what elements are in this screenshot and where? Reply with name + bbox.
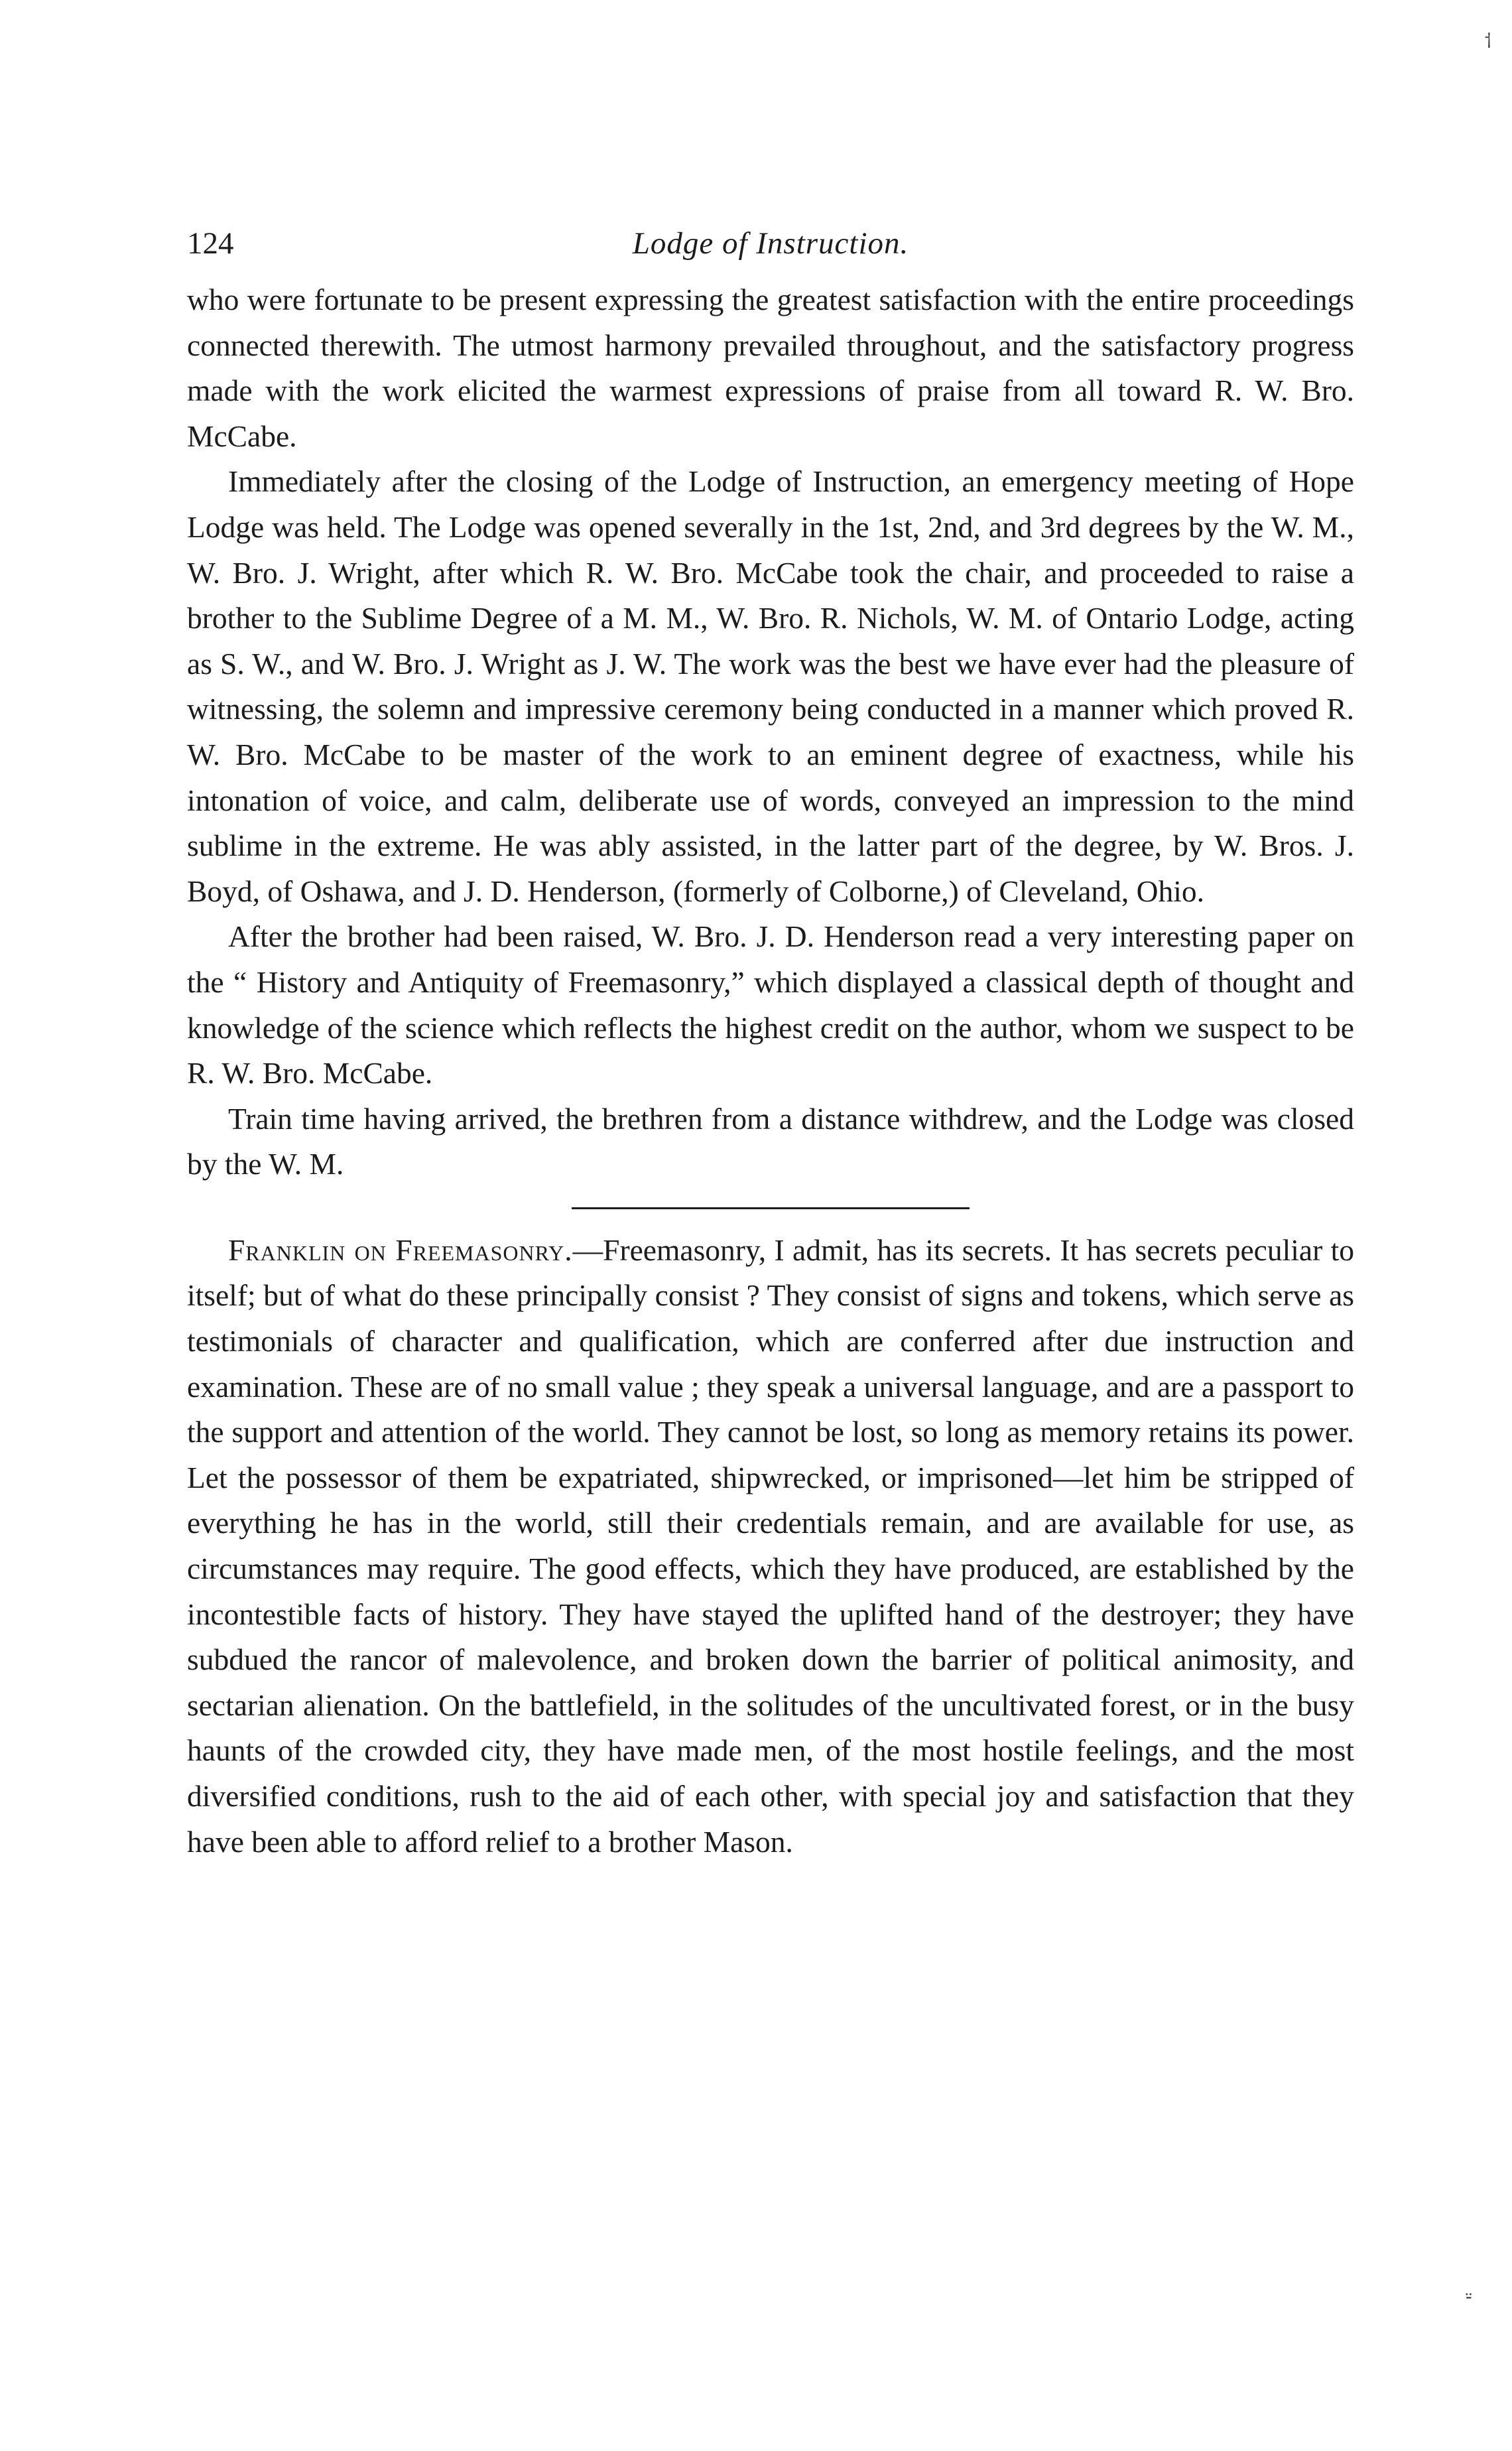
book-page [187,226,1354,1865]
paragraph-emergency-meeting: Immediately after the closing of the Lodge of Instruction, an emergency meeting of Hope Lodge was held. The Lodge was opened severally in the 1st, 2nd, and 3rd degrees by the W. M., W. Bro. J. Wright, after which R. W. Bro. McCabe took the chair, and proceeded to raise a brother to the Sublime Degree of a M. M., W. Bro. R. Nichols, W. M. of Ontario Lodge, acting as S. W., and W. Bro. J. Wright as J. W. The work was the best we have ever had the pleasure of witnessing, the solemn and impressive ceremony being conducted in a manner which proved R. W. Bro. McCabe to be master of the work to an eminent degree of exactness, while his intonation of voice, and calm, deliberate use of words, conveyed an impression to the mind sublime in the extreme. He was ably assisted, in the latter part of the degree, by W. Bros. J. Boyd, of Oshawa, and J. D. Henderson, (formerly of Colborne,) of Cleveland, Ohio. [187,464,1354,908]
excerpt-franklin [187,1228,1354,1865]
running-title: Lodge of Instruction. [632,226,909,261]
margin-mark-side: ⸚ [1466,2286,1472,2308]
paragraph-lodge-closed: Train time having arrived, the brethren from a distance withdrew, and the Lodge was closed by the W. M. [187,1101,1354,1181]
paragraph-continuation: who were fortunate to be present expressing the greatest satisfaction with the entire proceedings connected therewith. The utmost harmony prevailed throughout, and the satisfactory progress made with the work elicited the warmest expressions of praise from all toward R. W. Bro. McCabe. [187,283,1354,453]
margin-mark-top: ⸶ [1484,31,1493,52]
running-head [187,226,1354,277]
paragraph-history-paper: After the brother had been raised, W. Bro. J. D. Henderson read a very interesting paper on the “ History and Antiquity of Freemasonry,” which displayed a classical depth of thought and knowledge of the science which reflects the highest credit on the author, whom we suspect to be R. W. Bro. McCabe. [187,919,1354,1091]
section-divider [572,1207,970,1209]
page-number: 124 [187,226,234,261]
excerpt-text: —Freemasonry, I admit, has its secrets. It has secrets peculiar to itself; but of what do these principally consist ? They consist of signs and tokens, which serve as testimonials of character and qualification, which are conferred after due instruction and examination. These are of no small value ; they speak a universal language, and are a passport to the support and attention of the world. They cannot be lost, so long as memory retains its power. Let the possessor of them be expatriated, shipwrecked, or imprisoned—let him be stripped of everything he has in the world, still their credentials remain, and are available for use, as circumstances may require. The good effects, which they have produced, are established by the incontestible facts of history. They have stayed the uplifted hand of the destroyer; they have subdued the rancor of malevolence, and broken down the barrier of political animosity, and sectarian alienation. On the battlefield, in the solitudes of the uncultivated forest, or in the busy haunts of the crowded city, they have made men, of the most hostile feelings, and the most diversified conditions, rush to the aid of each other, with special joy and satisfaction that they have been able to afford relief to a brother Mason. [187,1232,1354,1859]
excerpt-lead-in: Franklin on Freemasonry. [228,1232,573,1267]
